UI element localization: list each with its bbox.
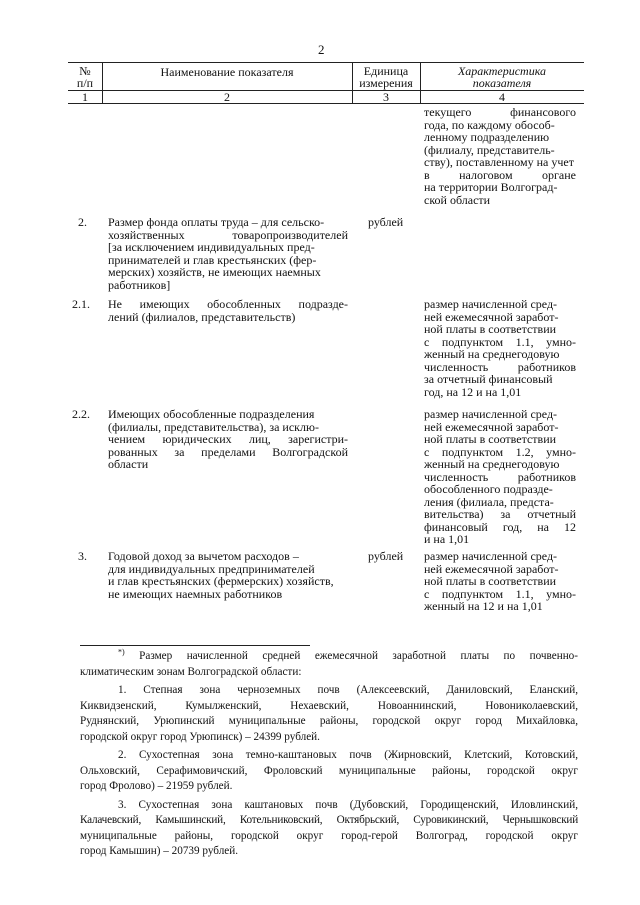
header-col-unit: Единица измерения bbox=[359, 64, 413, 90]
footnote-item: 3. Сухостепная зона каштановых почв (Дубовский, Городищенский, Иловлинский, Калачевский, Камышинский, Котельниковский, Октябрьский, Суровикинский, Чернышковский муниципальные районы, городской округ город-герой Волгоград, городской округ город Камышин) – 20739 рублей. bbox=[80, 798, 578, 857]
row-number: 3. bbox=[78, 549, 87, 563]
row-number: 2.2. bbox=[72, 407, 90, 421]
row-characteristic: размер начисленной сред- ней ежемесячной заработ- ной платы в соответствии с подпунктом 1.1, умно- женный на среднегодовую численность работников за отчетный финансовый год, на 12 и на 1,01 bbox=[424, 297, 576, 399]
footnote-rule bbox=[80, 645, 310, 646]
footnote: *) Размер начисленной средней ежемесячной заработной платы по почвенно- климатическим зонам Волгоградской области: 1. Степная зона черноземных почв (Алексеевский, Даниловский, Еланский, Киквидзенский, Кумылженский, Нехаевский, Новоаннинский, Новониколаевский, Руднянский, Урюпинский муниципальные районы, городской округ город Михайловка, городской округ город Урюпинск) – 24399 рублей. 2. Сухостепная зона темно-каштановых почв (Жирновский, Клетский, Котовский, Ольховский, Серафимовичский, Фроловский муниципальные районы, городской округ город Фролово) – 21959 рублей. 3. Сухостепная зона каштановых почв (Дубовский, Городищенский, Иловлинский, Калачевский, Камышинский, Котельниковский, Октябрьский, Суровикинский, Чернышковский муниципальные районы, городской округ город-герой Волгоград, городской округ город Камышин) – 20739 рублей. bbox=[80, 649, 578, 860]
row-unit: рублей bbox=[368, 215, 404, 229]
row-name: Размер фонда оплаты труда – для сельско- хозяйственных товаропроизводителей [за исключением индивидуальных пред- принимателей и глав крестьянских (фер- мерских) хозяйств, не имеющих наемных работников] bbox=[108, 215, 348, 292]
row-characteristic: размер начисленной сред- ней ежемесячной заработ- ной платы в соответствии с подпунктом 1.1, умно- женный на 12 и на 1,01 bbox=[424, 549, 576, 613]
header-num-2: 2 bbox=[224, 90, 230, 104]
row-name: Не имеющих обособленных подразде- лений (филиалов, представительств) bbox=[108, 297, 348, 324]
row-name: Имеющих обособленные подразделения (филиалы, представительства), за исклю- чением юридических лиц, зарегистри- рованных за пределами Волгоградской области bbox=[108, 407, 348, 471]
continuation-text: текущего финансового года, по каждому обособ- ленному подразделению (филиалу, представитель- ству), поставленному на учет в налоговом органе на территории Волгоград- ской области bbox=[424, 105, 576, 207]
header-num-3: 3 bbox=[383, 90, 389, 104]
header-num-1: 1 bbox=[82, 90, 88, 104]
footnote-item: 2. Сухостепная зона темно-каштановых почв (Жирновский, Клетский, Котовский, Ольховский, Серафимовичский, Фроловский муниципальные районы, городской округ город Фролово) – 21959 рублей. bbox=[80, 749, 578, 792]
row-number: 2. bbox=[78, 215, 87, 229]
table-header bbox=[68, 62, 584, 104]
row-number: 2.1. bbox=[72, 297, 90, 311]
page-number: 2 bbox=[318, 42, 325, 57]
row-name: Годовой доход за вычетом расходов – для индивидуальных предпринимателей и глав крестьянских (фермерских) хозяйств, не имеющих наемных работников bbox=[108, 549, 334, 601]
footnote-marker: *) bbox=[118, 647, 125, 657]
footnote-item: 1. Степная зона черноземных почв (Алексеевский, Даниловский, Еланский, Киквидзенский, Кумылженский, Нехаевский, Новоаннинский, Новониколаевский, Руднянский, Урюпинский муниципальные районы, городской округ город Михайловка, городской округ город Урюпинск) – 24399 рублей. bbox=[80, 684, 578, 743]
header-col-number: № п/п bbox=[76, 64, 94, 90]
row-characteristic: размер начисленной сред- ней ежемесячной заработ- ной платы в соответствии с подпунктом 1.2, умно- женный на среднегодовую численность работников обособленного подразде- ления (филиала, предста- вительства) за отчетный финансовый год, на 12 и на 1,01 bbox=[424, 407, 576, 546]
header-col-characteristic: Характеристика показателя bbox=[457, 64, 547, 90]
header-num-4: 4 bbox=[499, 90, 505, 104]
header-col-name: Наименование показателя bbox=[160, 65, 294, 79]
row-unit: рублей bbox=[368, 549, 404, 563]
